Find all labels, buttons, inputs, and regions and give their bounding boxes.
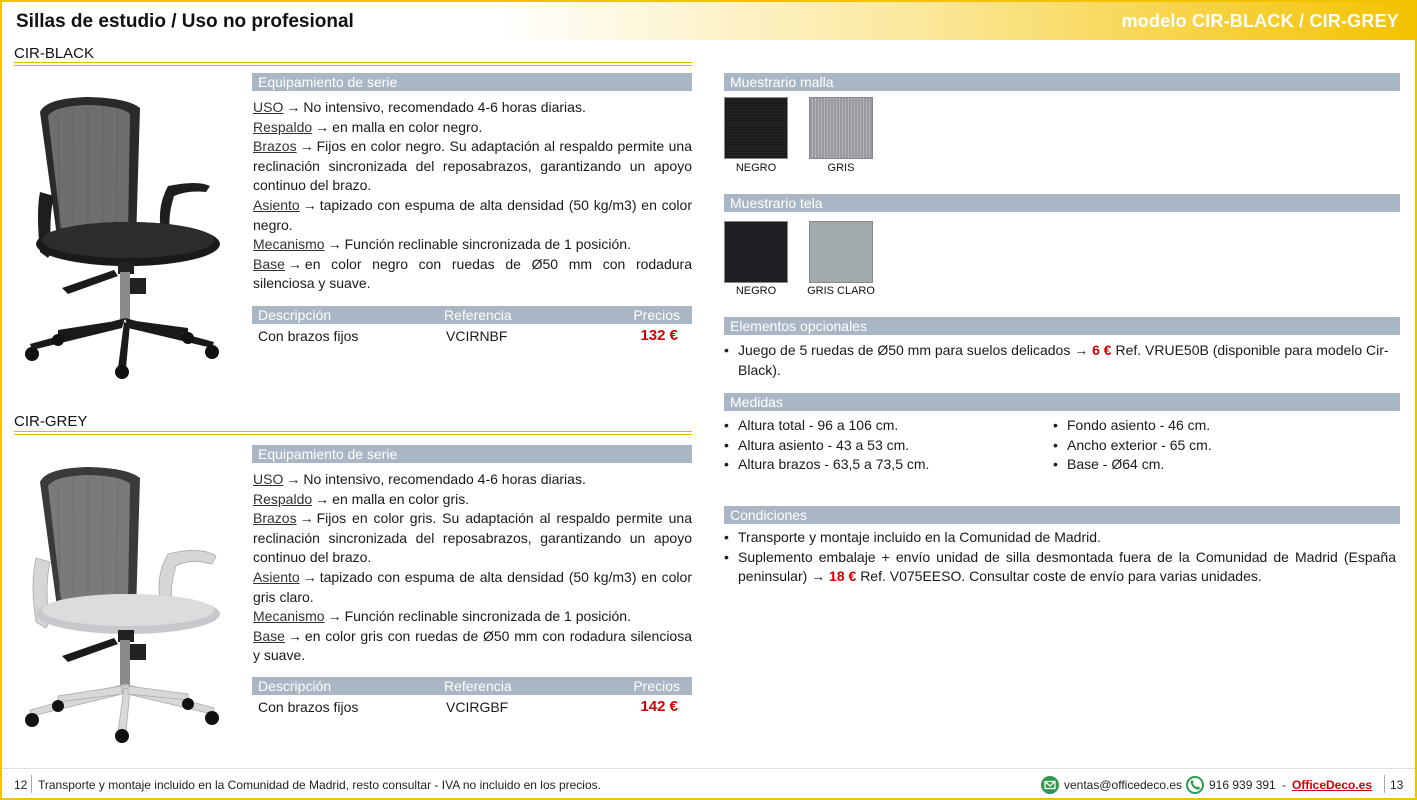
feature-asiento: Asiento → tapizado con espuma de alta densidad (50 kg/m3) en color negro. (253, 196, 692, 233)
grey-table-header: Descripción Referencia Precios (252, 677, 692, 695)
swatch-label: NEGRO (735, 162, 777, 174)
tela-bar: Muestrario tela (724, 194, 1400, 212)
feature-respaldo: Respaldo → en malla en color gris. (253, 490, 470, 507)
footer-rule (2, 768, 1415, 769)
list-item: • Altura total - 96 a 106 cm. (724, 417, 899, 433)
swatch-label: GRIS CLARO (807, 285, 875, 297)
black-features (253, 98, 692, 294)
feature-mecanismo: Mecanismo → Función reclinable sincronizada de 1 posición. (253, 608, 631, 625)
list-item: • Base - Ø64 cm. (1053, 456, 1165, 472)
list-item: • Altura brazos - 63,5 a 73,5 cm. (724, 456, 930, 472)
list-item: • Fondo asiento - 46 cm. (1053, 417, 1211, 433)
feature-brazos: Brazos → Fijos en color negro. Su adaptación al respaldo permite una reclinación sincronizada del reposabrazos, garantizando un apoyo continuo del brazo. (253, 138, 692, 194)
grey-features (253, 470, 692, 666)
footer-email[interactable]: ventas@officedeco.es (1064, 778, 1183, 792)
footer-phone[interactable]: 916 939 391 (1209, 778, 1276, 792)
table-row: Con brazos fijos VCIRGBF 142 € (252, 696, 692, 718)
grey-heading: CIR-GREY (14, 413, 88, 430)
price-black: 132 € (640, 327, 678, 344)
model-title: modelo CIR-BLACK / CIR-GREY (1121, 11, 1399, 31)
feature-respaldo: Respaldo → en malla en color negro. (253, 118, 483, 135)
feature-uso: USO → No intensivo, recomendado 4-6 horas diarias. (253, 471, 586, 487)
medidas-left-list (724, 416, 1044, 475)
list-item: • Transporte y montaje incluido en la Comunidad de Madrid. (724, 529, 1101, 545)
swatch-malla-gris (809, 97, 873, 159)
feature-uso: USO → No intensivo, recomendado 4-6 horas diarias. (253, 99, 586, 115)
black-rule (14, 62, 692, 66)
page-number-left: 12 (14, 778, 28, 792)
swatch-label: GRIS (827, 162, 855, 174)
page-title: Sillas de estudio / Uso no profesional (16, 11, 354, 32)
table-row: Con brazos fijos VCIRNBF 132 € (252, 325, 692, 347)
feature-base: Base → en color gris con ruedas de Ø50 mm con rodadura silenciosa y suave. (253, 627, 692, 664)
email-icon (1041, 776, 1059, 794)
list-item: • Juego de 5 ruedas de Ø50 mm para suelos delicados → 6 € Ref. VRUE50B (disponible para modelo Cir-Black). (724, 342, 1389, 378)
footer-brand-link[interactable]: OfficeDeco.es (1292, 778, 1373, 792)
swatch-malla-negro (724, 97, 788, 159)
black-heading: CIR-BLACK (14, 45, 95, 62)
list-item: • Suplemento embalaje + envío unidad de silla desmontada fuera de la Comunidad de Madrid (España peninsular) → 18 € Ref. V075EESO. Consultar coste de envío para varias unidades. (724, 548, 1396, 584)
opcionales-list (724, 341, 1396, 380)
condiciones-list (724, 528, 1396, 587)
phone-icon (1186, 776, 1204, 794)
feature-brazos: Brazos → Fijos en color gris. Su adaptación al respaldo permite una reclinación sincronizada del reposabrazos, garantizando un apoyo continuo del brazo. (253, 510, 692, 566)
chair-black-image (18, 92, 228, 382)
feature-asiento: Asiento → tapizado con espuma de alta densidad (50 kg/m3) en color gris claro. (253, 568, 692, 605)
chair-grey-image (18, 462, 228, 747)
feature-mecanismo: Mecanismo → Función reclinable sincronizada de 1 posición. (253, 236, 631, 253)
footer-note: Transporte y montaje incluido en la Comunidad de Madrid, resto consultar - IVA no incluido en los precios. (38, 778, 601, 792)
feature-base: Base → en color negro con ruedas de Ø50 mm con rodadura silenciosa y suave. (253, 255, 692, 292)
list-item: • Altura asiento - 43 a 53 cm. (724, 436, 910, 453)
footer-separator (31, 775, 32, 793)
black-equipment-bar: Equipamiento de serie (252, 73, 692, 91)
malla-bar: Muestrario malla (724, 73, 1400, 91)
condiciones-bar: Condiciones (724, 506, 1400, 524)
header-bar (2, 2, 1415, 40)
opcionales-bar: Elementos opcionales (724, 317, 1400, 335)
swatch-tela-gris-claro (809, 221, 873, 283)
medidas-right-list (1053, 416, 1373, 475)
page-number-right: 13 (1390, 778, 1404, 792)
swatch-tela-negro (724, 221, 788, 283)
list-item: • Ancho exterior - 65 cm. (1053, 436, 1212, 453)
medidas-bar: Medidas (724, 393, 1400, 411)
swatch-label: NEGRO (735, 285, 777, 297)
footer-separator (1384, 775, 1385, 793)
black-table-header: Descripción Referencia Precios (252, 306, 692, 324)
grey-rule (14, 431, 692, 435)
footer-dash: - (1282, 778, 1286, 792)
price-grey: 142 € (640, 698, 678, 715)
grey-equipment-bar: Equipamiento de serie (252, 445, 692, 463)
